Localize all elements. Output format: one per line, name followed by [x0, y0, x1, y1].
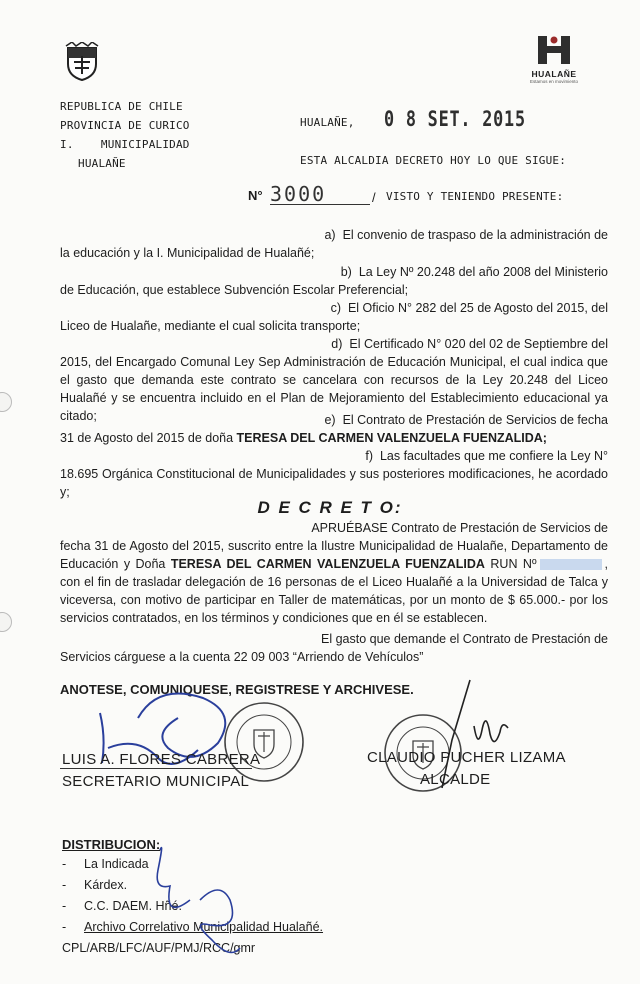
- consideration-body: 18.695 Orgánica Constitucional de Municipalidades y sus posteriores modificaciones, he acordado y;: [60, 467, 608, 499]
- consideration-first-line: El Oficio N° 282 del 25 de Agosto del 2015, del: [347, 301, 608, 315]
- consideration-letter: f): [365, 449, 373, 463]
- logo-wordmark: HUALAÑE: [531, 69, 577, 79]
- consideration-first-line: La Ley Nº 20.248 del año 2008 del Ministerio: [358, 265, 608, 279]
- city-label: HUALAÑE,: [300, 116, 355, 129]
- list-item: - Archivo Correlativo Municipalidad Hualañé.: [62, 920, 324, 934]
- consideration-first-line: El Contrato de Prestación de Servicios de fecha: [342, 413, 608, 427]
- expense-paragraph: [60, 630, 608, 666]
- secretary-line: [60, 768, 252, 769]
- distribution-signature: [150, 830, 260, 970]
- typist-initials: CPL/ARB/LFC/AUF/PMJ/RCC/gmr: [62, 941, 256, 955]
- number-prefix: N°: [248, 188, 263, 203]
- header-left-block: [60, 97, 190, 173]
- header-provincia: PROVINCIA DE CURICO: [60, 119, 190, 132]
- resolution-text-2: , con el fin de trasladar delegación de 16 personas de el Liceo Hualañé a la Universidad de Talca y viceversa, con motivo de participar en Taller de matemáticas, por un monto de $ 65.000.- por los servicios contratados, en los términos y condiciones que en él se establecen.: [60, 557, 608, 625]
- resolution-run: RUN Nº: [484, 557, 537, 571]
- consideration-e: [60, 411, 608, 447]
- consideration-body: Liceo de Hualañe, mediante el cual solicita transporte;: [60, 319, 361, 333]
- consideration-first-line: El Certificado N° 020 del 02 de Septiembre del: [349, 337, 608, 351]
- distribution-item-4: Archivo Correlativo Municipalidad Hualañé.: [84, 920, 324, 934]
- consideration-body: de Educación, que establece Subvención Escolar Preferencial;: [60, 283, 409, 297]
- consideration-body: 31 de Agosto del 2015 de doña: [60, 431, 237, 445]
- consideration-first-line: El convenio de traspaso de la administración de: [342, 228, 608, 242]
- header-municipalidad: I. MUNICIPALIDAD: [60, 138, 190, 151]
- date-stamp: 0 8 SET. 2015: [384, 107, 526, 131]
- coat-of-arms-logo: [64, 42, 100, 82]
- distribution-item-1: La Indicada: [84, 857, 149, 871]
- secretary-title: SECRETARIO MUNICIPAL: [62, 773, 250, 790]
- consideration-c: [60, 299, 608, 335]
- distribution-item-2: Kárdex.: [84, 878, 128, 892]
- decreto-title: D E C R E T O:: [257, 498, 403, 517]
- consideration-f: [60, 447, 608, 501]
- consideration-a: [60, 226, 608, 262]
- list-item: - La Indicada: [62, 857, 149, 871]
- decree-number: 3000: [270, 182, 327, 206]
- secretary-name: LUIS A. FLORES CABRERA: [62, 751, 261, 768]
- consideration-body: la educación y la I. Municipalidad de Hualañé;: [60, 246, 315, 260]
- consideration-letter: e): [324, 413, 336, 427]
- punch-hole: [0, 392, 12, 412]
- mayor-title: ALCALDE: [420, 771, 491, 788]
- resolution-text-1: fecha 31 de Agosto del 2015, suscrito entre la Ilustre Municipalidad de Hualañe, Departamento de Educación y Doña: [60, 539, 608, 571]
- consideration-first-line: Las facultades que me confiere la Ley N°: [379, 449, 608, 463]
- number-slash: /: [372, 190, 376, 205]
- closing-line: ANOTESE, COMUNIQUESE, REGISTRESE Y ARCHIVESE.: [60, 682, 414, 697]
- decree-number-line: [248, 182, 388, 210]
- resolution-name: TERESA DEL CARMEN VALENZUELA FUENZALIDA: [170, 557, 485, 571]
- decree-heading-line: ESTA ALCALDIA DECRETO HOY LO QUE SIGUE:: [300, 154, 567, 167]
- list-item: - C.C. DAEM. Hñé.: [62, 899, 182, 913]
- list-item: - Kárdex.: [62, 878, 128, 892]
- punch-hole: [0, 612, 12, 632]
- resolution-paragraph: [60, 519, 608, 627]
- consideration-letter: b): [340, 265, 352, 279]
- redacted-run: [540, 559, 602, 570]
- expense-lead: El gasto que demande el Contrato de Prestación de: [321, 632, 608, 646]
- contractor-name: TERESA DEL CARMEN VALENZUELA FUENZALIDA;: [236, 431, 547, 445]
- hualane-logo: [528, 34, 580, 92]
- consideration-body: 2015, del Encargado Comunal Ley Sep Administración de Educación Municipal, el cual indica que el gasto que demanda este contrato se cancelara con recursos de la Ley 20.248 del Liceo Hualañé y se encuentra incluido en el Plan de Mejoramiento del Establecimiento educacional ya citado;: [60, 355, 608, 423]
- number-underline: [270, 204, 370, 205]
- header-hualane: HUALAÑE: [78, 157, 126, 170]
- distribution-item-3: C.C. DAEM. Hñé.: [84, 899, 182, 913]
- resolution-lead: APRUÉBASE Contrato de Prestación de Servicios de: [311, 521, 608, 535]
- mayor-name: CLAUDIO PUCHER LIZAMA: [367, 749, 566, 766]
- consideration-b: [60, 263, 608, 299]
- header-republica: REPUBLICA DE CHILE: [60, 100, 183, 113]
- distribution-title: DISTRIBUCION:: [62, 837, 161, 852]
- logo-tagline: Estamos en movimiento: [529, 79, 579, 84]
- consideration-letter: c): [330, 301, 341, 315]
- consideration-letter: d): [331, 337, 343, 351]
- expense-body: Servicios cárguese a la cuenta 22 09 003 “Arriendo de Vehículos”: [60, 650, 424, 664]
- consideration-letter: a): [324, 228, 336, 242]
- visto-heading: VISTO Y TENIENDO PRESENTE:: [386, 190, 564, 203]
